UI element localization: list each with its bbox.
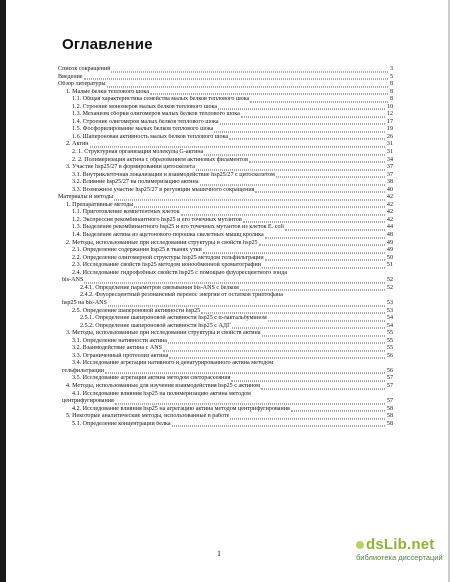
toc-entry	[58, 353, 393, 361]
toc-entry-page: 55	[386, 330, 393, 337]
toc-entry-text: 2.4.1. Определение параметров связывания bis-ANS с белком	[80, 284, 239, 291]
toc-entry-text: 1.6. Шапероновая активность малых белков теплового шока	[72, 133, 229, 140]
toc-entry-text: hsp25 на bis-ANS	[62, 299, 107, 306]
toc-entry-text: 3. Методы, использованные при исследовании структуры и свойств актина	[66, 330, 261, 337]
toc-entry-page: 58	[386, 420, 393, 427]
toc-entry-page: 57	[386, 375, 393, 382]
toc-entry-text: 3.1. Внутриклеточная локализация и взаимодействие hsp25/27 с цитоскелетом	[72, 171, 275, 178]
toc-entry-page: 53	[386, 299, 393, 306]
toc-entry-text: 2. 1. Структурная организация молекулы G-актина	[72, 149, 204, 156]
toc-entry	[58, 421, 393, 429]
toc-entry-page: 42	[386, 201, 393, 208]
toc-entry-text: 2.3. Исследование свойств hsp25 методом ионообменной хроматографии	[72, 262, 262, 269]
toc-entry-text: 2.4. Исследование гидрофобных свойств hsp25 с помощью флуоресцентного зонда	[72, 269, 288, 276]
toc-entry-page: 42	[386, 194, 393, 201]
dslib-logo-icon	[356, 541, 364, 549]
toc-entry-text: 2.1. Определение содержания hsp25 в тканях утки	[72, 247, 202, 254]
toc-entry-page: 42	[386, 209, 393, 216]
toc-entry-page: 58	[386, 405, 393, 412]
toc-entry-text: 4.2. Исследование влияния hsp25 на агрегацию актина методом центрифугирования	[72, 405, 290, 412]
toc-entry-page: 26	[386, 133, 393, 140]
toc-entry-text: 1. Малые белки теплового шока	[66, 88, 149, 95]
toc-entry-text: 1.4. Строение олигомеров малых белков теплового шока	[72, 118, 219, 125]
toc-entry-text: 3.3. Возможное участие hsp25/27 в регуляции мышечного сокращения	[72, 186, 255, 193]
toc-entry-text: 2. 2. Полимеризация актина с образованием актиновых филаментов	[72, 156, 248, 163]
toc-entry-text: 2. Методы, использованные при исследовании структуры и свойств hsp25	[66, 239, 258, 246]
toc-entry-text: 1.4. Выделение актина из ацетонового порошка скелетных мышц кролика	[72, 232, 264, 239]
toc-entry-page: 53	[386, 307, 393, 314]
toc-entry-page: 51	[386, 262, 393, 269]
page-number: 1	[217, 549, 221, 558]
toc-entry-page: 37	[386, 164, 393, 171]
toc-entry-text: 2.5.2. Определение шапероновой активности hsp25 с АДГ	[80, 322, 231, 329]
toc-entry-text: 4.1. Исследование влияния hsp25 на полимеризацию актина методом	[72, 390, 251, 397]
toc-entry-text: 1.3. Выделение рекомбинантного hsp25 и его точечных мутантов из клеток E. coli	[72, 224, 284, 231]
toc-entry-page: 19	[386, 126, 393, 133]
toc-entry-text: 1.2. Строение мономеров малых белков теплового шока	[72, 103, 218, 110]
toc-entry-page: 5	[389, 73, 393, 80]
toc-entry	[58, 383, 393, 391]
toc-entry-page: 57	[386, 382, 393, 389]
toc-entry-text: 2.4.2. Флуоресцентный резонансный перенос энергии от остатков триптофана	[80, 292, 283, 299]
toc-entry-text: Материалы и методы	[58, 194, 114, 201]
toc-entry-page: 55	[386, 345, 393, 352]
toc-entry-text: bis-ANS	[62, 277, 84, 284]
toc-leader-dots	[240, 282, 385, 291]
toc-entry-text: 1.3. Механизм сборки олигомеров малых белков теплового шока	[72, 111, 240, 118]
toc-entry-page: 48	[386, 232, 393, 239]
toc-entry-text: 1.2. Экспрессия рекомбинантного hsp25 и его точечных мутантов	[72, 216, 242, 223]
watermark-subtitle: библиотека диссертаций	[356, 553, 443, 562]
toc-entry-page: 56	[386, 352, 393, 359]
toc-entry-text: 3.1. Определение нативности актина	[72, 337, 167, 344]
toc-entry-text: гельфильтрации	[62, 367, 105, 374]
toc-entry-page: 55	[386, 337, 393, 344]
toc-entry-page: 44	[386, 224, 393, 231]
toc-entry-text: Обзор литературы	[58, 81, 106, 88]
toc-entry-text: 2. Актин	[66, 141, 89, 148]
toc-entry	[58, 262, 393, 270]
toc-entry-page: 8	[389, 88, 393, 95]
toc-leader-dots	[169, 350, 385, 359]
toc-entry-page: 3	[389, 66, 393, 72]
toc-entry	[58, 285, 393, 293]
toc-entry-text: 1.5. Фосфорилирование малых белков теплового шока	[72, 126, 214, 133]
toc-entry-page: 17	[386, 118, 393, 125]
toc-entry-text: 1.1. Общая характеристика семейства малых белков теплового шока	[72, 96, 250, 103]
toc-entry-text: 1.1. Приготовление компетентных клеток	[72, 209, 180, 216]
toc-entry-text: Введение	[58, 73, 83, 80]
toc-entry-page: 40	[386, 186, 393, 193]
toc-entry-text: 4. Методы, использованные для изучения взаимодействия hsp25 с актином	[66, 382, 261, 389]
toc-entry-page: 54	[386, 322, 393, 329]
toc-entry-text: 3. Участие hsp25/27 в формировании цитоскелета	[66, 164, 195, 171]
toc-leader-dots	[261, 380, 385, 389]
toc-entry-page: 50	[386, 254, 393, 261]
table-of-contents	[58, 66, 393, 428]
toc-entry-text: 3.3. Ограниченный протеолиз актина	[72, 352, 169, 359]
toc-entry-page: 52	[386, 284, 393, 291]
toc-entry-page: 54	[386, 315, 393, 322]
toc-entry-page: 38	[386, 179, 393, 186]
toc-leader-dots	[262, 260, 385, 269]
toc-entry-page: 12	[386, 111, 393, 118]
watermark	[356, 536, 443, 562]
toc-entry-text: 2.5. Определение шапероновой активности hsp25	[72, 307, 201, 314]
toc-entry-text: 3.2. Влияние hsp25/27 на полимеризацию актина	[72, 179, 199, 186]
toc-entry-page: 8	[389, 96, 393, 103]
toc-entry-page: 42	[386, 216, 393, 223]
toc-entry-page: 49	[386, 239, 393, 246]
toc-entry-page: 49	[386, 247, 393, 254]
page-title: Оглавление	[62, 36, 153, 53]
toc-entry-text: 3.4. Исследование агрегации нативного и денатурированного актина методом	[72, 360, 274, 367]
toc-entry-text: центрифугирования	[62, 398, 114, 405]
toc-entry-page: 8	[389, 81, 393, 88]
toc-entry-page: 56	[386, 367, 393, 374]
toc-entry-text: 3.2. Взаимодействие актина с ANS	[72, 345, 163, 352]
toc-leader-dots	[172, 418, 385, 427]
toc-entry-text: 2.5.1. Определение шапероновой активности hsp25 с α-лактальбумином	[80, 315, 267, 322]
watermark-logo: dsLib.net	[366, 536, 435, 553]
toc-entry-page: 34	[386, 156, 393, 163]
toc-entry-page: 31	[386, 141, 393, 148]
toc-entry-page: 58	[386, 413, 393, 420]
toc-entry-page: 10	[386, 103, 393, 110]
toc-entry-page: 31	[386, 149, 393, 156]
toc-entry-text: 1. Препаративные методы	[66, 201, 134, 208]
toc-entry-text: 5. Некоторые аналитические методы, использованные в работе	[66, 413, 230, 420]
toc-entry-text: 2.2. Определение олигомерной структуры hsp25 методом гельфильтрации	[72, 254, 264, 261]
toc-entry-page: 57	[386, 398, 393, 405]
toc-entry-page: 37	[386, 171, 393, 178]
toc-entry-page: 52	[386, 277, 393, 284]
toc-entry-text: 5.1. Определение концентрации белка	[72, 420, 171, 427]
toc-entry-text: 3.5. Исследование агрегации актина методом светорассеяния	[72, 375, 231, 382]
toc-entry-text: Список сокращений	[58, 66, 111, 72]
